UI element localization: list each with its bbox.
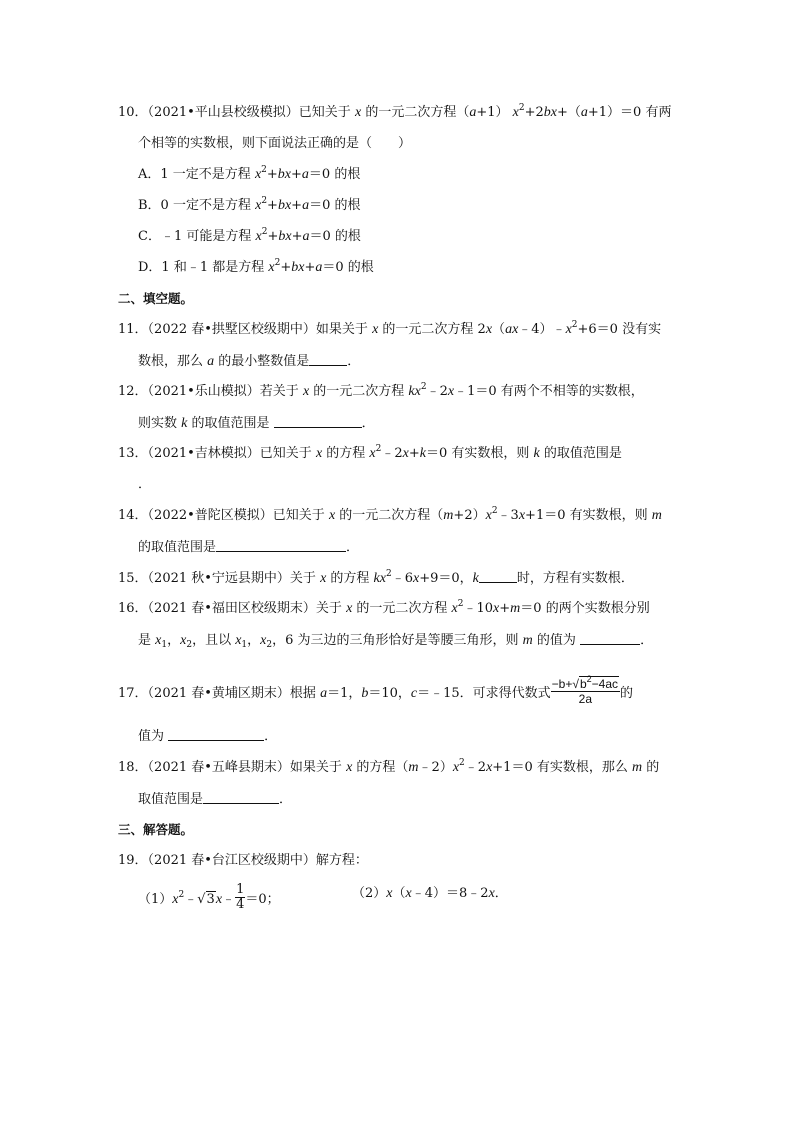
- question-11-line-1: 11．（2022 春•拱墅区校级期中）如果关于 x 的一元二次方程 $2x(ax﹣4)﹣x^2+6=0$ 没有实: [118, 320, 662, 337]
- question-19-line-1: 19．（2021 春•台江区校级期中）解方程：: [118, 853, 368, 868]
- section-heading-fill-in: 二、填空题。: [118, 291, 194, 306]
- question-18-line-2: 取值范围是 ．: [138, 792, 293, 807]
- fraction-numerator: $-b+√b^2-4ac$: [551, 674, 619, 691]
- answer-blank[interactable]: [203, 790, 279, 804]
- question-17-line-1: 17．（2021 春•黄埔区期末）根据 a＝1，b＝10，c＝﹣15．可求得代数式 $\frac{-b+√b^2-4ac}{2a}$ 的: [118, 674, 634, 706]
- question-16-line-1: 16．（2021 春•福田区校级期末）关于 x 的一元二次方程 $x^2﹣10x+m=0$ 的两个实数根分别: [118, 599, 650, 616]
- answer-blank[interactable]: [168, 727, 264, 741]
- question-10-option-d: D．1 和﹣1 都是方程 $x^2+bx+a=0$ 的根: [138, 258, 374, 275]
- answer-blank[interactable]: [580, 631, 640, 645]
- question-13-line-2: ．: [138, 477, 152, 492]
- question-12-line-2: 则实数 k 的取值范围是 ．: [138, 416, 375, 431]
- quadratic-formula-fraction: [551, 674, 620, 706]
- question-19-part-2: （2）x（x﹣4）＝8﹣2x．: [352, 886, 508, 901]
- question-13-line-1: 13．（2021•吉林模拟）已知关于 x 的方程 $x^2﹣2x+k=0$ 有实数根，则 k 的取值范围是: [118, 444, 622, 461]
- question-10-option-b: B．0 一定不是方程 $x^2+bx+a=0$ 的根: [138, 196, 361, 213]
- question-10-option-a: A．1 一定不是方程 $x^2+bx+a=0$ 的根: [138, 165, 361, 182]
- question-16-line-2: 是 $x_1$，$x_2$，且以 $x_1$，$x_2$，6 为三边的三角形恰好是等腰三角形，则 m 的值为 ．: [138, 633, 654, 650]
- answer-blank[interactable]: [309, 352, 347, 366]
- answer-blank[interactable]: [274, 414, 362, 428]
- answer-blank[interactable]: [216, 538, 346, 552]
- question-10-line-1: 10．（2021•平山县校级模拟）已知关于 x 的一元二次方程（a+1） $x^2+2bx+(a+1)=0$ 有两: [118, 103, 672, 120]
- question-18-line-1: 18．（2021 春•五峰县期末）如果关于 x 的方程$(m﹣2)x^2﹣2x+1=0$ 有实数根，那么 m 的: [118, 758, 660, 775]
- question-10-line-2: 个相等的实数根，则下面说法正确的是（ ）: [138, 136, 412, 151]
- question-10-option-c: C．﹣1 可能是方程 $x^2+bx+a=0$ 的根: [138, 227, 361, 244]
- question-12-line-1: 12．（2021•乐山模拟）若关于 x 的一元二次方程 $kx^2﹣2x﹣1=0$ 有两个不相等的实数根，: [118, 382, 644, 399]
- fraction-denominator: 2a: [578, 692, 593, 706]
- answer-blank[interactable]: [479, 569, 517, 583]
- section-heading-solutions: 三、解答题。: [118, 822, 194, 837]
- question-14-line-1: 14．（2022•普陀区模拟）已知关于 x 的一元二次方程$(m+2)x^2﹣3x+1=0$ 有实数根，则 m: [118, 506, 662, 523]
- question-19-part-1: $(1)x^2﹣√3x﹣$ $\frac{1}{4}$ ＝0；: [138, 882, 280, 912]
- question-11-line-2: 数根，那么 a 的最小整数值是 ．: [138, 354, 361, 369]
- one-quarter-fraction: $\frac{1}{4}$: [236, 882, 245, 912]
- question-17-line-2: 值为 ．: [138, 729, 278, 744]
- question-15-line-1: 15．（2021 秋•宁远县期中）关于 x 的方程 $kx^2﹣6x+9=0$，k 时，方程有实数根．: [118, 569, 634, 586]
- question-14-line-2: 的取值范围是 ．: [138, 540, 360, 555]
